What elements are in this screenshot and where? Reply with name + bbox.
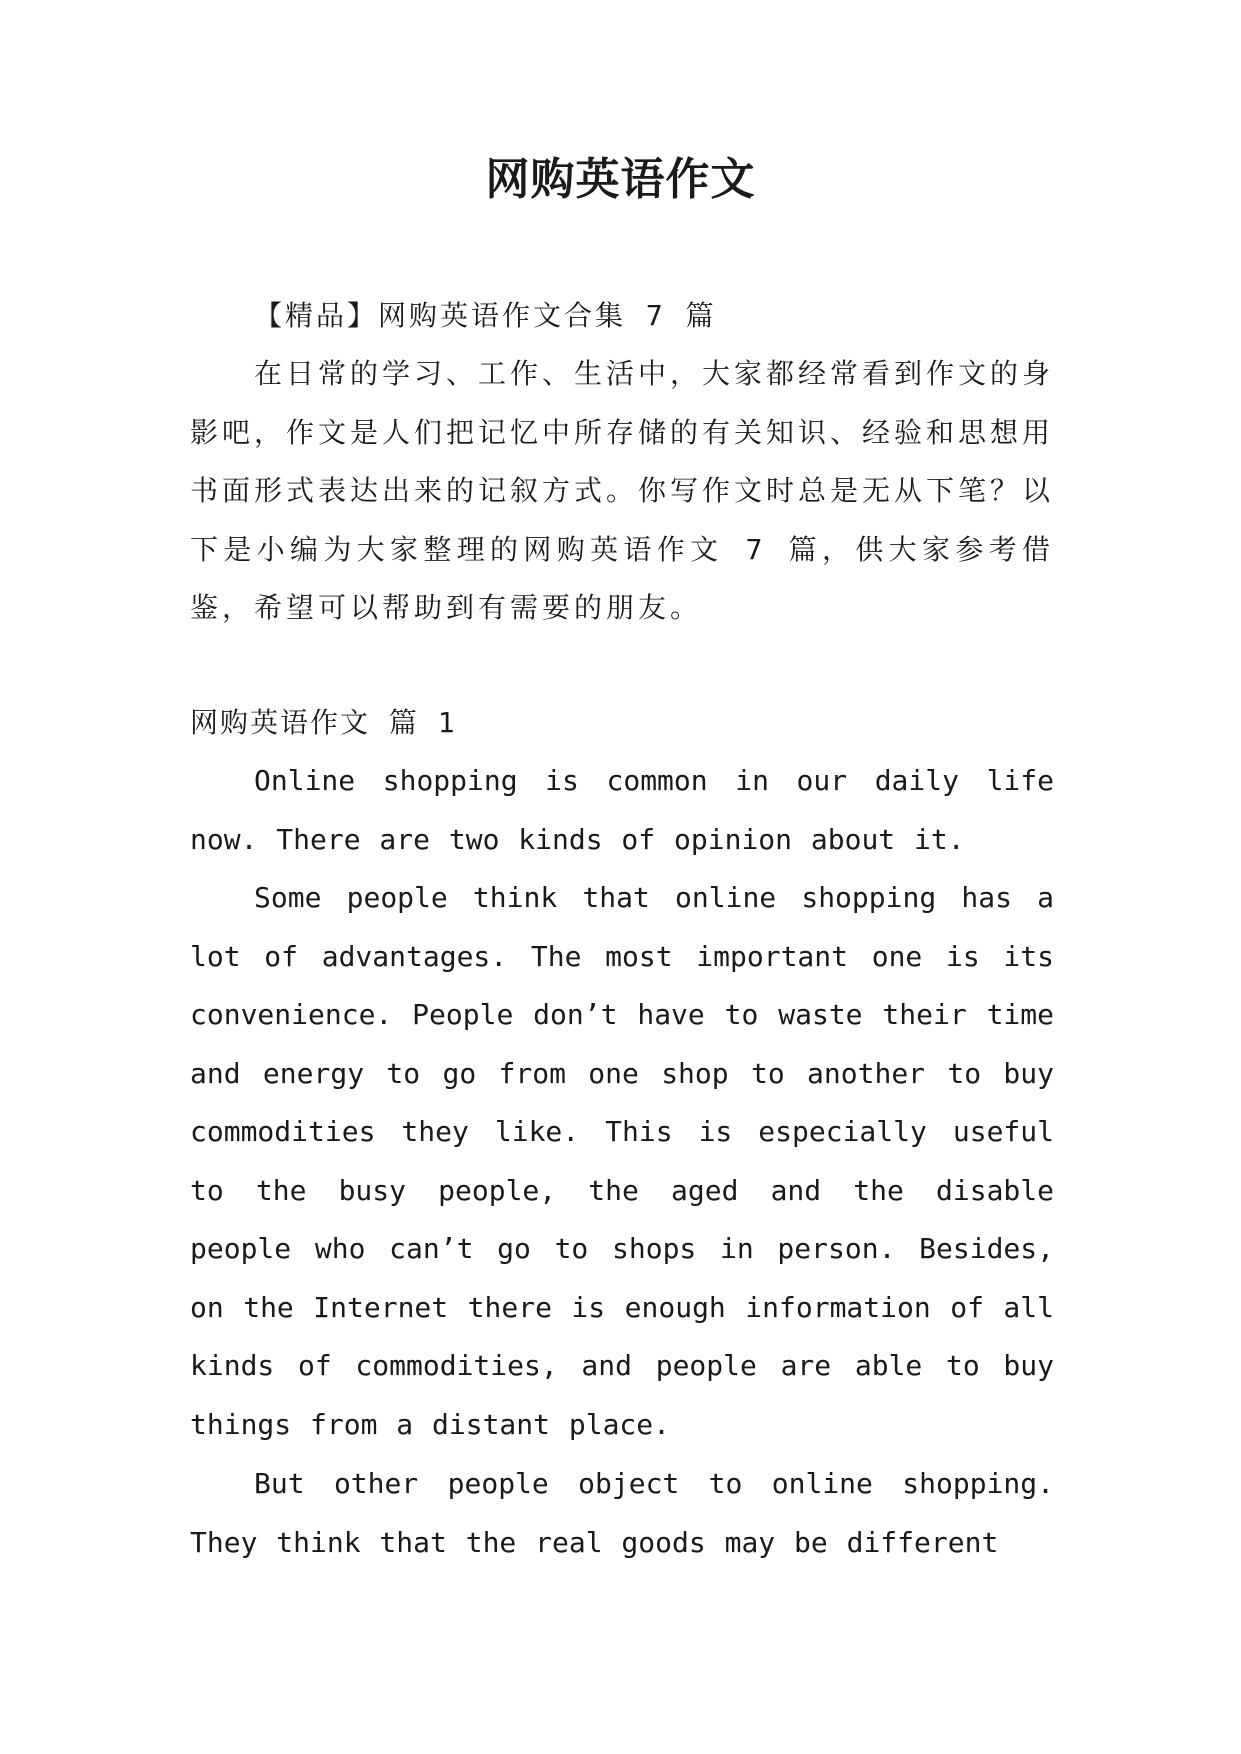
intro-line: 【精品】网购英语作文合集 7 篇 [254,299,717,332]
section-heading: 网购英语作文 篇 1 [190,706,457,739]
paragraph-2: Some people think that online shopping has a lot of advantages. The most important one is its convenience. People don’t have to waste their time and energy to go from one shop to another to buy commodities they like. This is especially useful to the busy people, the aged and the disable people who can’t go to shops in person. Besides, on the Internet there is enough information of all kinds of commodities, and people are able to buy things from a distant place. [190,881,1054,1441]
document-title: 网购英语作文 [485,154,756,205]
intro-paragraph: 在日常的学习、工作、生活中，大家都经常看到作文的身影吧，作文是人们把记忆中所存储的有关知识、经验和思想用书面形式表达出来的记叙方式。你写作文时总是无从下笔？以下是小编为大家整理的网购英语作文 7 篇，供大家参考借鉴，希望可以帮助到有需要的朋友。 [190,357,1055,624]
paragraph-3: But other people object to online shopping. They think that the real goods may be different [190,1467,1054,1559]
paragraph-1: Online shopping is common in our daily life now. There are two kinds of opinion about it. [190,764,1054,856]
